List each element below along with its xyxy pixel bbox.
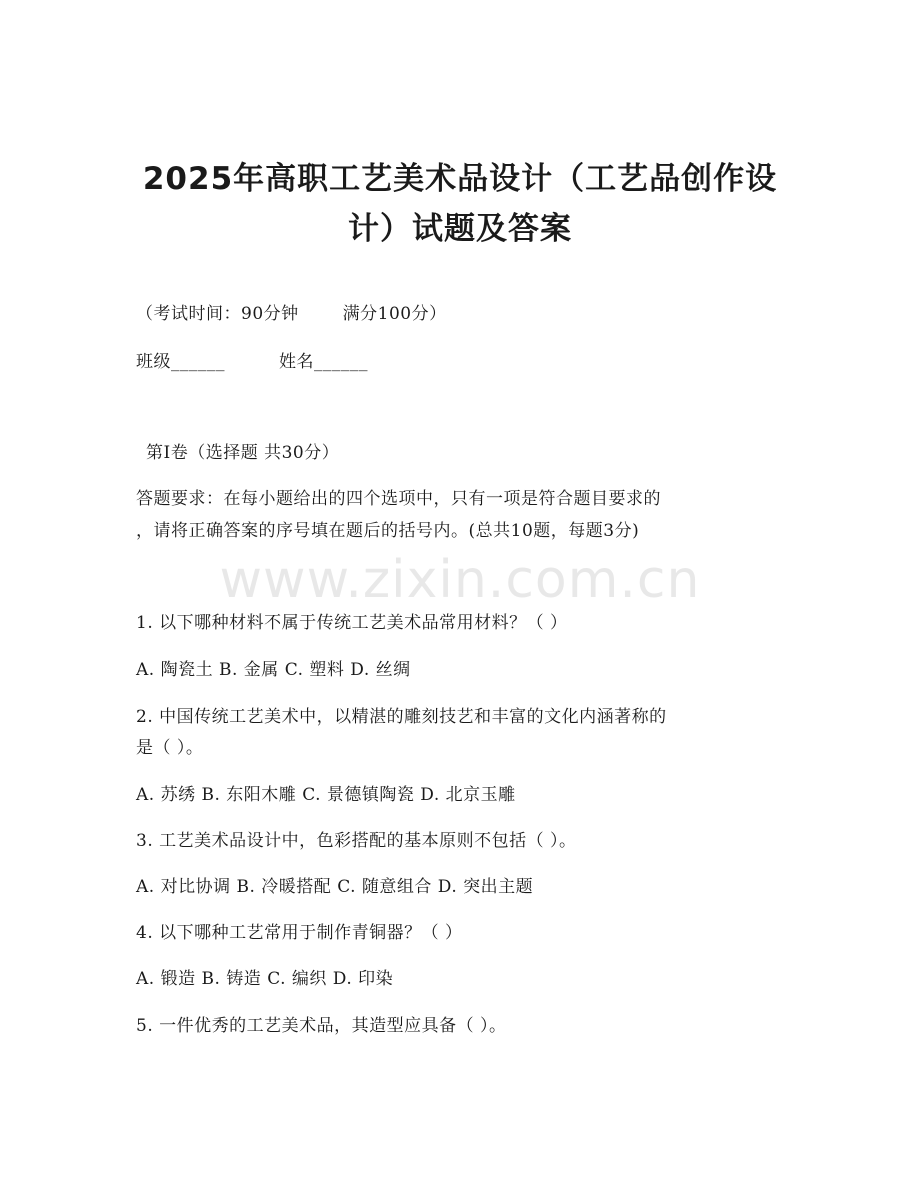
instructions-line-2: ，请将正确答案的序号填在题后的括号内。(总共10题，每题3分) (136, 521, 640, 541)
exam-info (136, 302, 447, 326)
exam-score: 满分100分） (342, 304, 447, 324)
class-label: 班级______ (136, 352, 225, 372)
document-title-line-2: 计）试题及答案 (348, 211, 572, 247)
question-4-options: A. 锻造 B. 铸造 C. 编织 D. 印染 (136, 969, 394, 989)
watermark: www.zixin.com.cn (219, 550, 701, 610)
question-3-stem: 3. 工艺美术品设计中，色彩搭配的基本原则不包括（ ）。 (136, 831, 577, 851)
question-2-stem-line-2: 是（ ）。 (136, 738, 204, 758)
name-label: 姓名______ (279, 352, 368, 372)
student-info (136, 350, 368, 374)
question-1-options: A. 陶瓷土 B. 金属 C. 塑料 D. 丝绸 (136, 660, 411, 680)
question-5-stem: 5. 一件优秀的工艺美术品，其造型应具备（ ）。 (136, 1016, 507, 1036)
document-title-line-1: 2025年高职工艺美术品设计（工艺品创作设 (142, 161, 778, 197)
question-4-stem: 4. 以下哪种工艺常用于制作青铜器？（ ） (136, 923, 463, 943)
question-2-options: A. 苏绣 B. 东阳木雕 C. 景德镇陶瓷 D. 北京玉雕 (136, 785, 516, 805)
question-3-options: A. 对比协调 B. 冷暖搭配 C. 随意组合 D. 突出主题 (136, 877, 534, 897)
question-2-stem-line-1: 2. 中国传统工艺美术中，以精湛的雕刻技艺和丰富的文化内涵著称的 (136, 707, 667, 727)
section-heading: 第Ⅰ卷（选择题 共30分） (146, 443, 340, 463)
exam-time: （考试时间：90分钟 (136, 304, 299, 324)
instructions-line-1: 答题要求：在每小题给出的四个选项中，只有一项是符合题目要求的 (136, 489, 661, 509)
question-1-stem: 1. 以下哪种材料不属于传统工艺美术品常用材料？（ ） (136, 613, 568, 633)
